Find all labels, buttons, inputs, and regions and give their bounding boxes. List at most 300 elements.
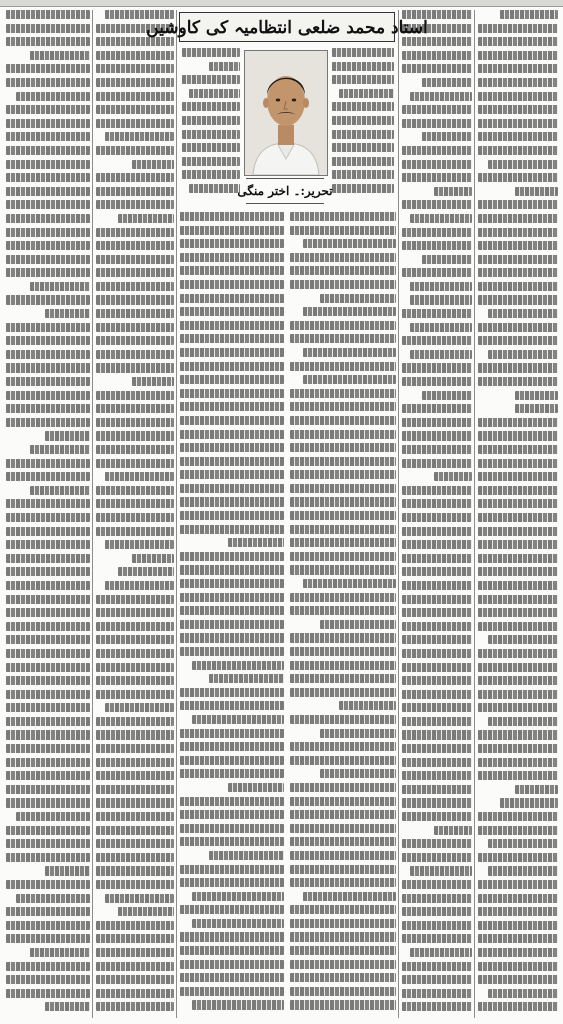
- text-line: [96, 948, 174, 957]
- text-line: [478, 921, 558, 930]
- text-line: [290, 525, 396, 534]
- text-line: [478, 214, 558, 223]
- text-line: [6, 78, 90, 87]
- text-line: [6, 377, 90, 386]
- text-line: [290, 443, 396, 452]
- text-line: [6, 839, 90, 848]
- text-line: [290, 865, 396, 874]
- text-line: [410, 295, 472, 304]
- text-line: [434, 472, 472, 481]
- text-line: [6, 622, 90, 631]
- text-line: [402, 758, 472, 767]
- text-line: [180, 769, 284, 778]
- text-line: [6, 200, 90, 209]
- text-line: [96, 771, 174, 780]
- text-line: [515, 404, 558, 413]
- text-line: [45, 1002, 90, 1011]
- page-top-border: [0, 0, 563, 7]
- text-line: [96, 309, 174, 318]
- text-line: [96, 934, 174, 943]
- text-line: [478, 812, 558, 821]
- text-line: [16, 92, 90, 101]
- text-line: [96, 921, 174, 930]
- text-line: [290, 987, 396, 996]
- article-column-3: [178, 212, 286, 1018]
- text-line: [6, 771, 90, 780]
- text-line: [6, 663, 90, 672]
- text-line: [478, 567, 558, 576]
- text-line: [290, 756, 396, 765]
- text-line: [402, 431, 472, 440]
- text-line: [290, 538, 396, 547]
- text-line: [96, 812, 174, 821]
- text-line: [180, 389, 284, 398]
- text-line: [290, 334, 396, 343]
- text-line: [488, 309, 558, 318]
- text-line: [402, 730, 472, 739]
- text-line: [402, 459, 472, 468]
- text-line: [105, 540, 174, 549]
- text-line: [6, 187, 90, 196]
- text-line: [478, 146, 558, 155]
- text-line: [478, 527, 558, 536]
- text-line: [478, 853, 558, 862]
- text-line: [209, 674, 284, 683]
- text-line: [180, 633, 284, 642]
- text-line: [96, 459, 174, 468]
- column-divider: [92, 10, 93, 1018]
- text-line: [290, 919, 396, 928]
- text-line: [320, 620, 396, 629]
- text-line: [6, 173, 90, 182]
- text-line: [96, 880, 174, 889]
- text-line: [30, 445, 90, 454]
- text-line: [410, 282, 472, 291]
- text-line: [402, 1002, 472, 1011]
- text-line: [402, 921, 472, 930]
- text-line: [96, 78, 174, 87]
- text-line: [182, 75, 240, 84]
- text-line: [6, 391, 90, 400]
- text-line: [96, 839, 174, 848]
- text-line: [303, 348, 396, 357]
- text-line: [290, 878, 396, 887]
- text-line: [290, 606, 396, 615]
- text-line: [180, 253, 284, 262]
- text-line: [45, 309, 90, 318]
- text-line: [488, 989, 558, 998]
- text-line: [180, 756, 284, 765]
- text-line: [180, 797, 284, 806]
- text-line: [478, 336, 558, 345]
- text-line: [180, 960, 284, 969]
- text-line: [478, 377, 558, 386]
- text-line: [6, 24, 90, 33]
- text-line: [6, 730, 90, 739]
- text-line: [478, 255, 558, 264]
- text-line: [96, 866, 174, 875]
- text-line: [180, 552, 284, 561]
- text-line: [290, 837, 396, 846]
- text-line: [478, 907, 558, 916]
- article-column-6: [476, 10, 560, 1018]
- text-line: [478, 703, 558, 712]
- text-line: [6, 363, 90, 372]
- text-line: [228, 538, 284, 547]
- text-line: [6, 540, 90, 549]
- article-column-2: [94, 10, 176, 1018]
- text-line: [290, 851, 396, 860]
- text-line: [180, 606, 284, 615]
- text-line: [180, 647, 284, 656]
- text-line: [402, 717, 472, 726]
- text-line: [180, 742, 284, 751]
- text-line: [402, 51, 472, 60]
- text-line: [105, 132, 174, 141]
- text-line: [478, 595, 558, 604]
- text-line: [182, 48, 240, 57]
- text-line: [478, 622, 558, 631]
- text-line: [96, 486, 174, 495]
- article-column-photo-left: [180, 48, 242, 208]
- text-line: [105, 472, 174, 481]
- text-line: [96, 92, 174, 101]
- text-line: [478, 37, 558, 46]
- text-line: [105, 703, 174, 712]
- text-line: [320, 294, 396, 303]
- text-line: [96, 989, 174, 998]
- text-line: [290, 824, 396, 833]
- text-line: [30, 282, 90, 291]
- text-line: [402, 418, 472, 427]
- text-line: [118, 567, 174, 576]
- text-line: [515, 187, 558, 196]
- text-line: [402, 663, 472, 672]
- text-line: [402, 241, 472, 250]
- text-line: [6, 717, 90, 726]
- text-line: [402, 894, 472, 903]
- text-line: [402, 608, 472, 617]
- text-line: [478, 132, 558, 141]
- text-line: [500, 10, 558, 19]
- text-line: [96, 676, 174, 685]
- text-line: [96, 975, 174, 984]
- text-line: [402, 486, 472, 495]
- text-line: [478, 744, 558, 753]
- text-line: [402, 567, 472, 576]
- text-line: [478, 608, 558, 617]
- text-line: [303, 579, 396, 588]
- text-line: [96, 295, 174, 304]
- text-line: [30, 51, 90, 60]
- text-line: [402, 363, 472, 372]
- text-line: [478, 64, 558, 73]
- text-line: [488, 635, 558, 644]
- text-line: [290, 484, 396, 493]
- text-line: [16, 812, 90, 821]
- text-line: [402, 119, 472, 128]
- text-line: [402, 635, 472, 644]
- text-line: [6, 690, 90, 699]
- text-line: [6, 146, 90, 155]
- text-line: [189, 184, 240, 193]
- text-line: [180, 878, 284, 887]
- text-line: [488, 717, 558, 726]
- text-line: [105, 894, 174, 903]
- text-line: [180, 321, 284, 330]
- text-line: [402, 64, 472, 73]
- text-line: [402, 798, 472, 807]
- text-line: [290, 430, 396, 439]
- text-line: [96, 595, 174, 604]
- text-line: [478, 282, 558, 291]
- text-line: [180, 973, 284, 982]
- text-line: [478, 295, 558, 304]
- text-line: [209, 62, 240, 71]
- text-line: [478, 880, 558, 889]
- text-line: [16, 894, 90, 903]
- text-line: [180, 701, 284, 710]
- text-line: [402, 703, 472, 712]
- text-line: [478, 771, 558, 780]
- text-line: [6, 10, 90, 19]
- text-line: [6, 798, 90, 807]
- text-line: [192, 715, 284, 724]
- text-line: [478, 78, 558, 87]
- text-line: [290, 647, 396, 656]
- text-line: [478, 24, 558, 33]
- text-line: [180, 266, 284, 275]
- text-line: [132, 377, 174, 386]
- column-divider: [176, 10, 177, 1018]
- text-line: [290, 511, 396, 520]
- text-line: [96, 64, 174, 73]
- text-line: [96, 730, 174, 739]
- text-line: [182, 102, 240, 111]
- text-line: [290, 742, 396, 751]
- text-line: [402, 785, 472, 794]
- text-line: [402, 975, 472, 984]
- text-line: [478, 676, 558, 685]
- text-line: [6, 608, 90, 617]
- text-line: [105, 581, 174, 590]
- text-line: [6, 472, 90, 481]
- text-line: [290, 362, 396, 371]
- article-column-5: [400, 10, 474, 1018]
- text-line: [478, 459, 558, 468]
- text-line: [30, 948, 90, 957]
- text-line: [332, 116, 394, 125]
- text-line: [180, 457, 284, 466]
- text-line: [290, 633, 396, 642]
- text-line: [96, 499, 174, 508]
- text-line: [402, 554, 472, 563]
- text-line: [228, 783, 284, 792]
- text-line: [478, 649, 558, 658]
- text-line: [6, 37, 90, 46]
- text-line: [6, 214, 90, 223]
- text-line: [180, 729, 284, 738]
- text-line: [180, 905, 284, 914]
- text-line: [182, 143, 240, 152]
- text-line: [488, 839, 558, 848]
- text-line: [192, 1000, 284, 1009]
- text-line: [478, 92, 558, 101]
- text-line: [96, 255, 174, 264]
- text-line: [180, 348, 284, 357]
- text-line: [478, 431, 558, 440]
- text-line: [192, 892, 284, 901]
- text-line: [6, 581, 90, 590]
- text-line: [45, 866, 90, 875]
- text-line: [96, 241, 174, 250]
- text-line: [402, 377, 472, 386]
- text-line: [192, 661, 284, 670]
- text-line: [290, 973, 396, 982]
- text-line: [189, 89, 240, 98]
- text-line: [402, 853, 472, 862]
- text-line: [478, 173, 558, 182]
- author-photo: [244, 50, 328, 176]
- text-line: [96, 268, 174, 277]
- text-line: [290, 212, 396, 221]
- text-line: [6, 268, 90, 277]
- text-line: [180, 525, 284, 534]
- text-line: [478, 51, 558, 60]
- text-line: [478, 948, 558, 957]
- text-line: [96, 350, 174, 359]
- text-line: [320, 729, 396, 738]
- text-line: [402, 581, 472, 590]
- text-line: [180, 307, 284, 316]
- text-line: [96, 635, 174, 644]
- author-portrait-icon: [245, 51, 327, 175]
- text-line: [402, 771, 472, 780]
- text-line: [332, 157, 394, 166]
- text-line: [422, 255, 472, 264]
- text-line: [478, 758, 558, 767]
- text-line: [182, 130, 240, 139]
- text-line: [320, 769, 396, 778]
- text-line: [6, 758, 90, 767]
- text-line: [402, 622, 472, 631]
- text-line: [332, 130, 394, 139]
- text-line: [290, 688, 396, 697]
- text-line: [96, 404, 174, 413]
- text-line: [478, 513, 558, 522]
- text-line: [478, 581, 558, 590]
- text-line: [96, 187, 174, 196]
- text-line: [422, 132, 472, 141]
- text-line: [478, 540, 558, 549]
- text-line: [180, 688, 284, 697]
- text-line: [478, 119, 558, 128]
- text-line: [96, 690, 174, 699]
- text-line: [303, 239, 396, 248]
- text-line: [478, 486, 558, 495]
- text-line: [6, 459, 90, 468]
- text-line: [478, 1002, 558, 1011]
- text-line: [402, 907, 472, 916]
- text-line: [488, 350, 558, 359]
- text-line: [290, 661, 396, 670]
- article-column-1: [4, 10, 92, 1018]
- text-line: [96, 608, 174, 617]
- text-line: [290, 674, 396, 683]
- text-line: [402, 962, 472, 971]
- text-line: [290, 932, 396, 941]
- text-line: [180, 987, 284, 996]
- text-line: [290, 593, 396, 602]
- text-line: [478, 826, 558, 835]
- text-line: [478, 730, 558, 739]
- text-line: [478, 663, 558, 672]
- text-line: [402, 37, 472, 46]
- text-line: [180, 511, 284, 520]
- text-line: [6, 295, 90, 304]
- text-line: [332, 102, 394, 111]
- text-line: [96, 826, 174, 835]
- text-line: [96, 323, 174, 332]
- text-line: [180, 810, 284, 819]
- text-line: [478, 554, 558, 563]
- text-line: [478, 934, 558, 943]
- text-line: [6, 934, 90, 943]
- text-line: [96, 663, 174, 672]
- text-line: [515, 391, 558, 400]
- text-line: [290, 470, 396, 479]
- text-line: [339, 701, 396, 710]
- text-line: [180, 470, 284, 479]
- text-line: [96, 758, 174, 767]
- text-line: [180, 837, 284, 846]
- text-line: [478, 200, 558, 209]
- text-line: [180, 946, 284, 955]
- text-line: [180, 620, 284, 629]
- text-line: [96, 1002, 174, 1011]
- text-line: [6, 826, 90, 835]
- text-line: [180, 497, 284, 506]
- text-line: [290, 266, 396, 275]
- text-line: [402, 676, 472, 685]
- text-line: [290, 960, 396, 969]
- text-line: [402, 880, 472, 889]
- text-line: [290, 280, 396, 289]
- text-line: [209, 851, 284, 860]
- text-line: [410, 350, 472, 359]
- text-line: [6, 160, 90, 169]
- text-line: [434, 187, 472, 196]
- text-line: [478, 363, 558, 372]
- text-line: [6, 105, 90, 114]
- text-line: [6, 975, 90, 984]
- text-line: [410, 92, 472, 101]
- text-line: [96, 105, 174, 114]
- text-line: [180, 932, 284, 941]
- text-line: [402, 527, 472, 536]
- text-line: [6, 567, 90, 576]
- text-line: [180, 362, 284, 371]
- text-line: [478, 690, 558, 699]
- article-column-4: [288, 212, 398, 1018]
- text-line: [290, 457, 396, 466]
- text-line: [332, 143, 394, 152]
- text-line: [180, 334, 284, 343]
- text-line: [6, 907, 90, 916]
- text-line: [410, 323, 472, 332]
- text-line: [96, 785, 174, 794]
- text-line: [6, 649, 90, 658]
